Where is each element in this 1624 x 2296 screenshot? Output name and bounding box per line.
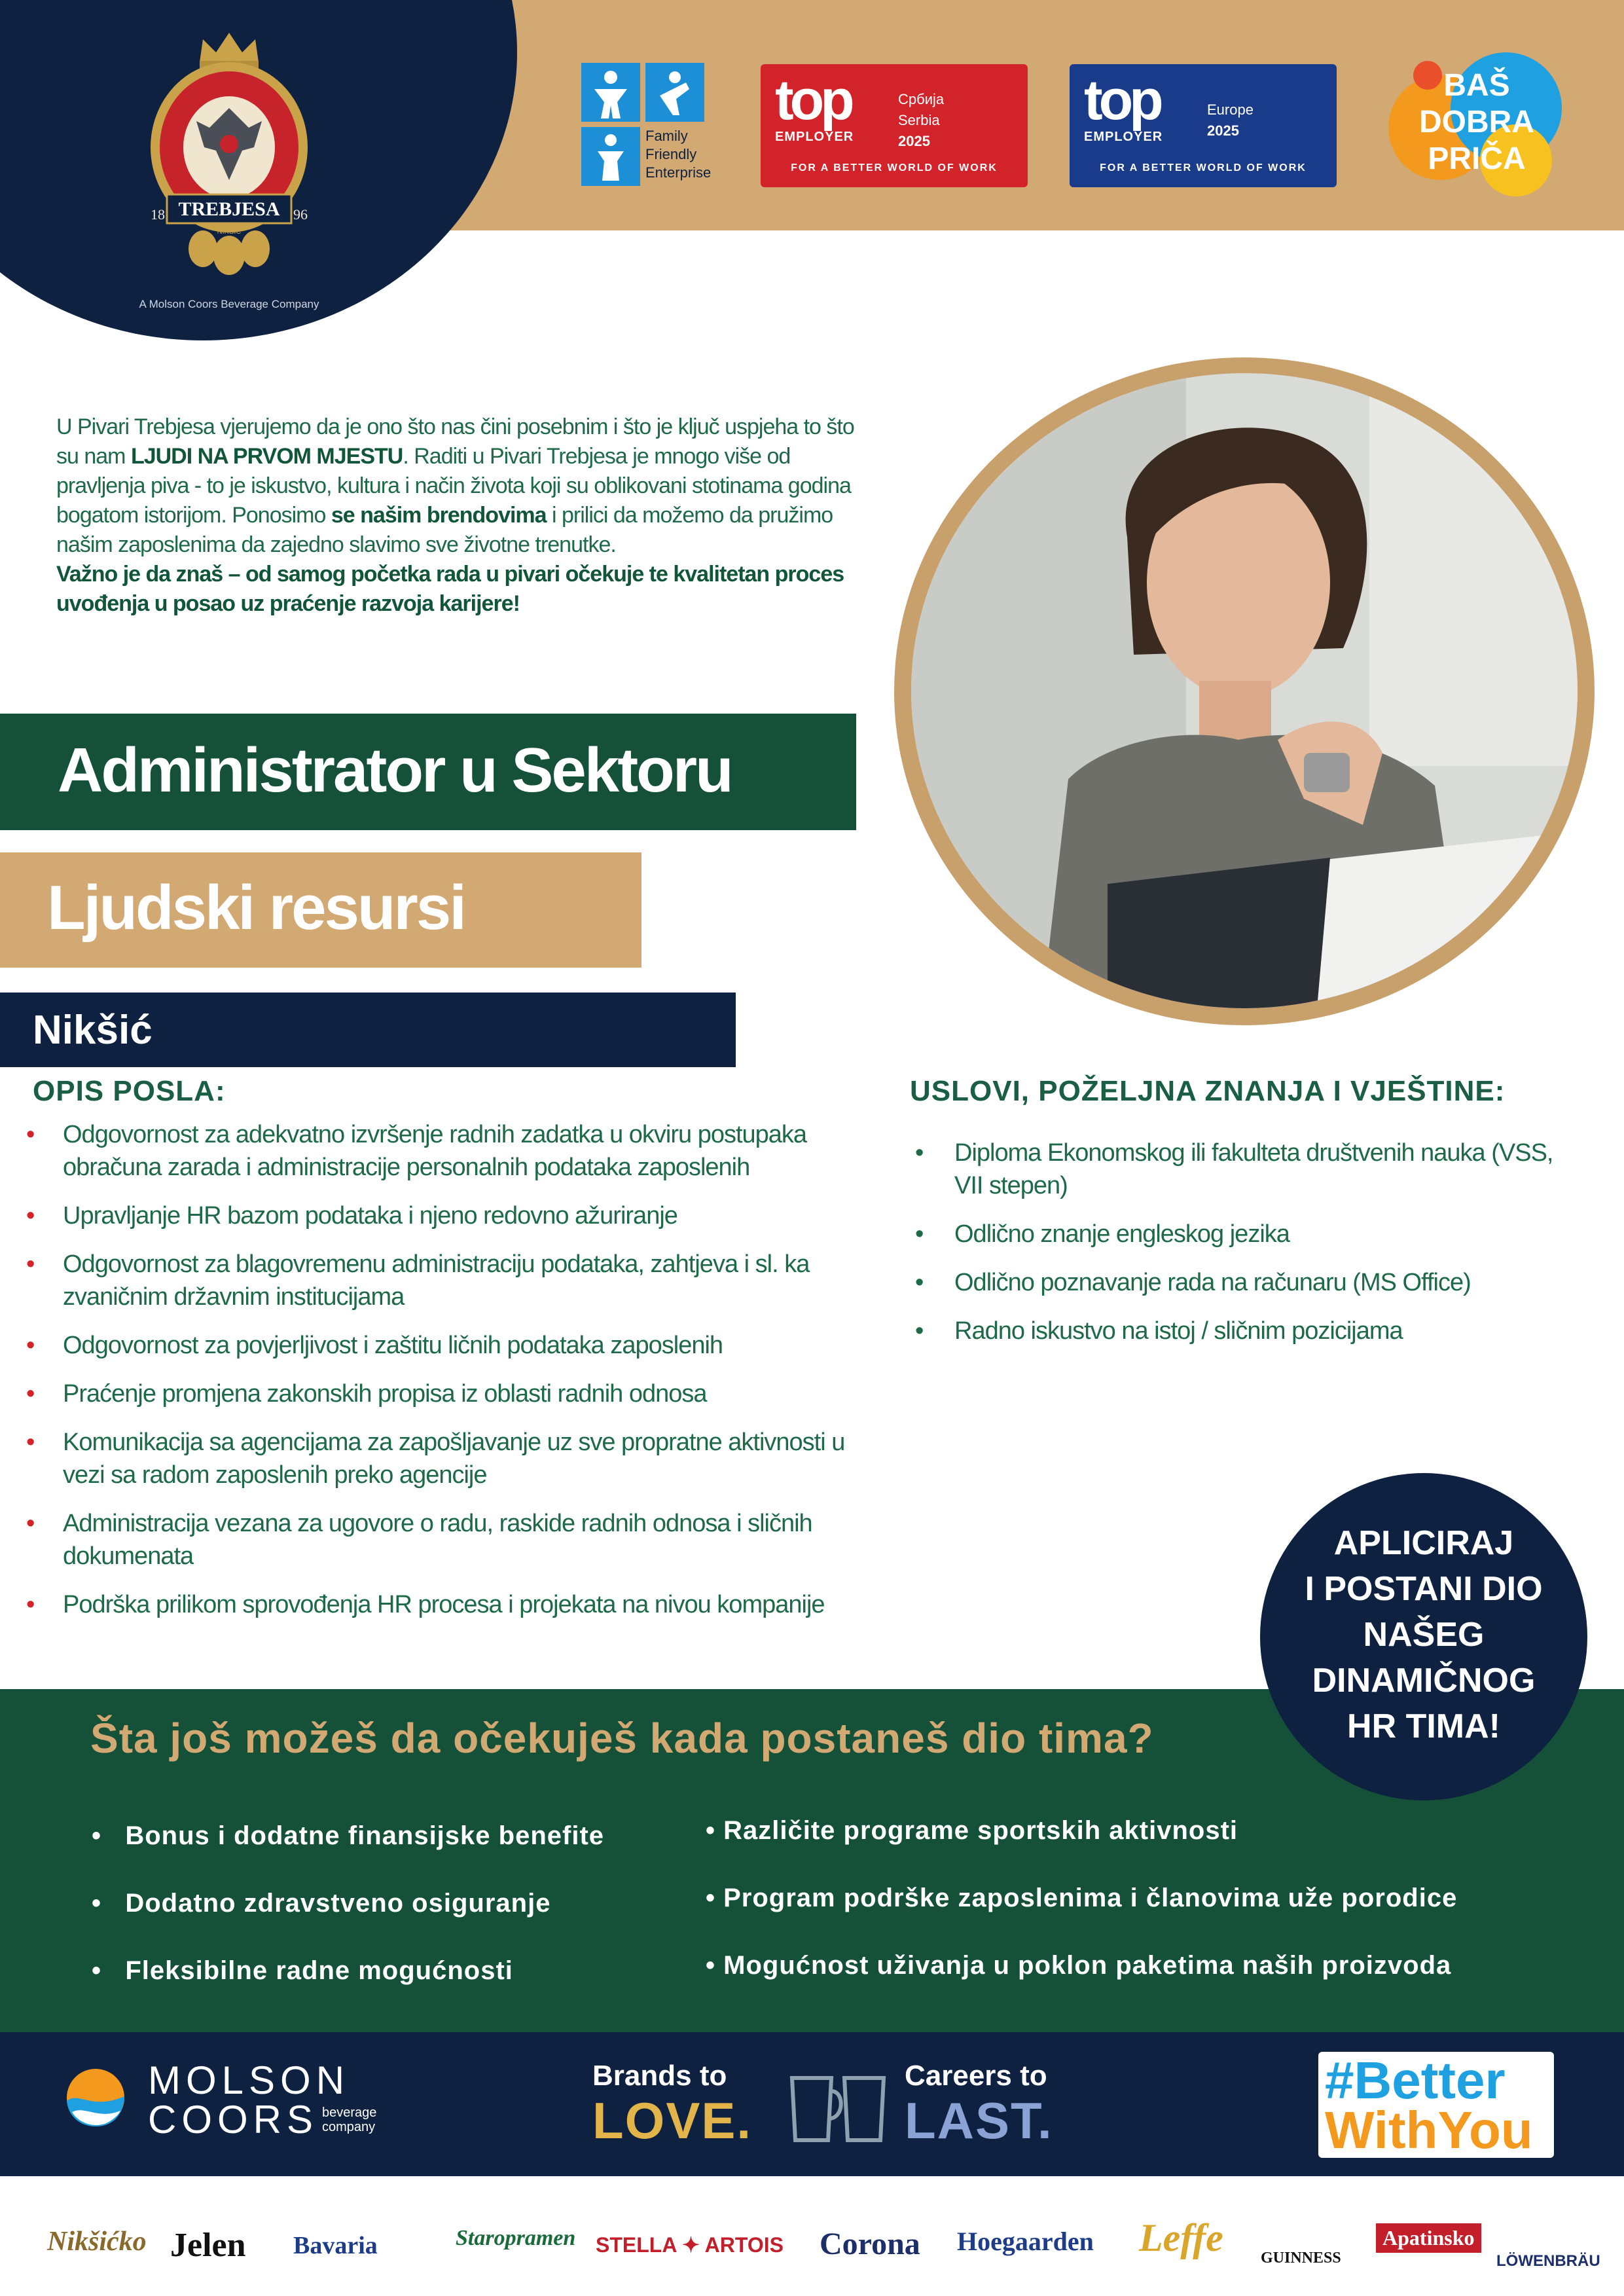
benefits-heading: Šta još možeš da očekuješ kada postaneš dio tima? (90, 1715, 1154, 1762)
list-item: • Komunikacija sa agencijama za zapošljavanje uz sve propratne aktivnosti u vezi sa radom zaposlenih preko agencije (26, 1426, 851, 1491)
love-text: LOVE. (592, 2092, 753, 2149)
list-item: • Odlično poznavanje rada na računaru (MS Office) (915, 1266, 1576, 1299)
bdp-line-3: PRIČA (1428, 141, 1526, 176)
crest-year-left: 18 (151, 206, 165, 223)
employee-photo (911, 373, 1578, 1008)
brand-logo: Leffe (1139, 2216, 1223, 2259)
brand-logo: Corona (820, 2227, 920, 2261)
molson-coors-logo-icon (65, 2065, 126, 2130)
benefit-item: • Fleksibilne radne mogućnosti (92, 1956, 513, 1985)
hashtag-line-2: WithYou (1325, 2101, 1533, 2159)
list-item: • Odgovornost za povjerljivost i zaštitu ličnih podataka zaposlenih (26, 1329, 851, 1362)
apply-line: NAŠEG (1363, 1616, 1485, 1654)
benefit-item: • Različite programe sportskih aktivnosti (706, 1816, 1238, 1845)
apply-line: I POSTANI DIO (1305, 1570, 1543, 1608)
benefit-item: • Bonus i dodatne finansijske benefite (92, 1821, 605, 1850)
benefit-item: • Dodatno zdravstveno osiguranje (92, 1889, 551, 1918)
ffe-label-1: Family (645, 128, 688, 144)
list-item: • Odgovornost za blagovremenu administraciju podataka, zahtjeva i sl. ka zvaničnim državnim institucijama (26, 1248, 851, 1313)
duties-heading: OPIS POSLA: (33, 1075, 226, 1107)
list-item: • Odlično znanje engleskog jezika (915, 1218, 1576, 1250)
brand-logo: LÖWENBRÄU (1496, 2252, 1600, 2270)
bas-dobra-prica-badge (1385, 36, 1568, 206)
year: 2025 (1207, 122, 1239, 139)
region-cyrillic: Србија (898, 91, 945, 107)
intro-highlight-brands: se našim brendovima (331, 503, 547, 528)
badge-footer: FOR A BETTER WORLD OF WORK (1100, 162, 1307, 173)
brand-logo: STELLA ✦ ARTOIS (596, 2233, 784, 2257)
benefit-item: • Program podrške zaposlenima i članovima uže porodice (706, 1884, 1458, 1912)
crest-name: TREBJESA (178, 198, 280, 220)
region: Europe (1207, 101, 1254, 118)
job-location: Nikšić (0, 993, 736, 1067)
badge-footer: FOR A BETTER WORLD OF WORK (791, 162, 998, 173)
brand-logo: Bavaria (293, 2232, 378, 2259)
requirements-list (915, 1137, 1576, 1347)
hops-icon (189, 230, 270, 275)
brand-logo: Apatinsko (1376, 2223, 1481, 2253)
family-friendly-badge (581, 63, 710, 187)
brands-to-text: Brands to (592, 2060, 727, 2092)
brand-logo: GUINNESS (1261, 2250, 1341, 2267)
footer-band (0, 2032, 1624, 2176)
list-item: • Praćenje promjena zakonskih propisa iz oblasti radnih odnosa (26, 1377, 851, 1410)
company-tagline: A Molson Coors Beverage Company (139, 298, 319, 310)
top-mark: top (775, 69, 851, 132)
requirements-heading: USLOVI, POŽELJNA ZNANJA I VJEŠTINE: (910, 1075, 1506, 1107)
list-item: • Odgovornost za adekvatno izvršenje radnih zadatka u okviru postupaka obračuna zarada i administracije personalnih podataka zaposlenih (26, 1118, 851, 1184)
last-text: LAST. (905, 2092, 1053, 2149)
better-with-you-badge (1318, 2052, 1554, 2158)
duties-list (26, 1118, 851, 1621)
employer-label: EMPLOYER (1084, 130, 1163, 144)
list-item: • Diploma Ekonomskog ili fakulteta društvenih nauka (VSS, VII stepen) (915, 1137, 1576, 1202)
trebjesa-crest-logo (131, 23, 327, 298)
top-mark: top (1084, 69, 1160, 132)
ffe-label-2: Friendly (645, 146, 697, 162)
hashtag-line-1: #Better (1325, 2051, 1506, 2109)
molson-sub-1: beverage (322, 2105, 377, 2120)
benefit-item: • Mogućnost uživanja u poklon paketima naših proizvoda (706, 1951, 1452, 1980)
intro-highlight-people: LJUDI NA PRVOM MJESTU (130, 444, 403, 469)
careers-to-text: Careers to (905, 2060, 1047, 2092)
brand-logo: Staropramen (456, 2226, 576, 2250)
molson-sub-2: company (322, 2120, 376, 2134)
beer-mugs-icon (772, 2058, 903, 2150)
bdp-line-2: DOBRA (1419, 105, 1534, 139)
intro-text: U Pivari Trebjesa vjerujemo da je ono što nas čini posebnim i što je ključ uspjeha to što su nam LJUDI NA PRVOM MJESTU. Raditi u Pivari Trebjesa je mnogo više od pravljenja piva - to je iskustvo, kultura i način života koji su oblikovani stotinama godina bogatom istorijom. Ponosimo se našim brendovima i prilici da možemo da pružimo našim zaposlenima da zajedno slavimo sve životne trenutke. Važno je da znaš – od samog početka rada u pivari očekuje te kvalitetan proces uvođenja u posao uz praćenje razvoja karijere! (56, 412, 875, 619)
molson-word: MOLSON (148, 2058, 350, 2102)
intro-note: Važno je da znaš – od samog početka rada u pivari očekuje te kvalitetan proces uvođenja u posao uz praćenje razvoja karijere! (56, 562, 844, 616)
apply-line: DINAMIČNOG (1312, 1662, 1536, 1700)
job-title-line-1: Administrator u Sektoru (0, 714, 856, 830)
apply-line: APLICIRAJ (1333, 1524, 1514, 1562)
ffe-label-3: Enterprise (645, 164, 712, 181)
top-employer-europe-badge (1070, 64, 1337, 187)
apply-callout[interactable] (1260, 1473, 1587, 1800)
top-employer-serbia-badge (761, 64, 1028, 187)
bdp-line-1: BAŠ (1443, 68, 1510, 103)
brand-logo: Jelen (170, 2227, 246, 2264)
employer-label: EMPLOYER (775, 130, 854, 144)
brand-logo: Nikšićko (47, 2227, 147, 2257)
region: Serbia (898, 112, 940, 128)
list-item: • Podrška prilikom sprovođenja HR procesa i projekata na nivou kompanije (26, 1588, 851, 1621)
list-item: • Upravljanje HR bazom podataka i njeno redovno ažuriranje (26, 1199, 851, 1232)
apply-line: HR TIMA! (1347, 1707, 1500, 1745)
crest-city: NIKŠIĆ (217, 228, 242, 236)
brand-logo: Hoegaarden (957, 2227, 1094, 2256)
coors-word: COORS (148, 2098, 319, 2141)
list-item: • Administracija vezana za ugovore o radu, raskide radnih odnosa i sličnih dokumenata (26, 1507, 851, 1573)
list-item: • Radno iskustvo na istoj / sličnim pozicijama (915, 1315, 1576, 1347)
job-title-line-2: Ljudski resursi (0, 852, 641, 968)
year: 2025 (898, 133, 930, 149)
crest-year-right: 96 (293, 206, 308, 223)
